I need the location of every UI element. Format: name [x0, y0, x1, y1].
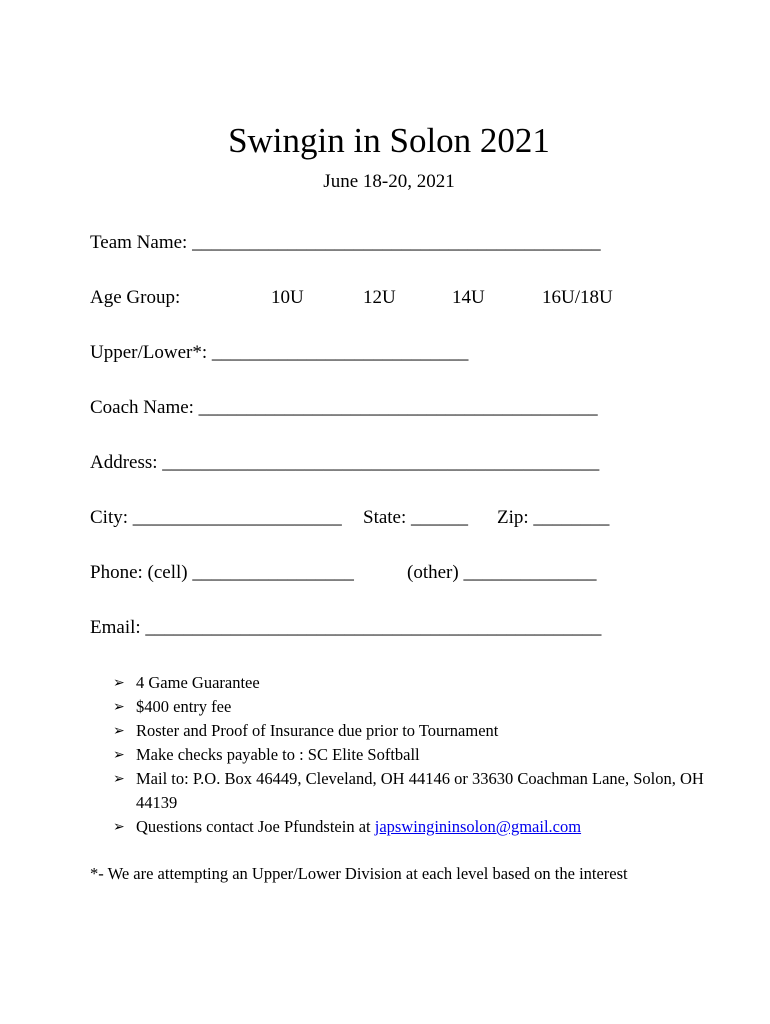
contact-email-link[interactable]: japswingininsolon@gmail.com	[374, 817, 582, 836]
bullet-text: Mail to: P.O. Box 46449, Cleveland, OH 44146 or 33630 Coachman Lane, Solon, OH 44139	[136, 769, 704, 812]
contact-text: Questions contact Joe Pfundstein at	[136, 817, 375, 836]
team-name-field[interactable]: Team Name: ___________________________________________	[90, 232, 601, 253]
tournament-dates: June 18-20, 2021	[323, 171, 455, 192]
address-field[interactable]: Address: ______________________________________________	[90, 452, 600, 473]
arrow-bullet-icon: ➢	[113, 675, 125, 691]
bullet-text: $400 entry fee	[136, 697, 232, 716]
list-item	[113, 815, 733, 839]
list-item	[113, 767, 733, 815]
age-group-option-16u-18u[interactable]: 16U/18U	[542, 287, 613, 308]
bullet-text: 4 Game Guarantee	[136, 673, 260, 692]
arrow-bullet-icon: ➢	[113, 819, 125, 835]
phone-cell-field[interactable]: Phone: (cell) _________________	[90, 562, 354, 583]
page-title: Swingin in Solon 2021	[228, 121, 550, 160]
list-item	[113, 671, 733, 695]
bullet-text: Make checks payable to : SC Elite Softball	[136, 745, 420, 764]
list-item	[113, 695, 733, 719]
city-field[interactable]: City: ______________________	[90, 507, 342, 528]
age-group-option-14u[interactable]: 14U	[452, 287, 485, 308]
age-group-option-12u[interactable]: 12U	[363, 287, 396, 308]
state-field[interactable]: State: ______	[363, 507, 469, 528]
email-field[interactable]: Email: ________________________________________________	[90, 617, 602, 638]
info-bullet-list	[113, 671, 733, 839]
upper-lower-field[interactable]: Upper/Lower*: ___________________________	[90, 342, 469, 363]
arrow-bullet-icon: ➢	[113, 747, 125, 763]
list-item	[113, 719, 733, 743]
coach-name-field[interactable]: Coach Name: __________________________________________	[90, 397, 598, 418]
arrow-bullet-icon: ➢	[113, 771, 125, 787]
bullet-text: Roster and Proof of Insurance due prior to Tournament	[136, 721, 499, 740]
footnote: *- We are attempting an Upper/Lower Division at each level based on the interest	[90, 864, 628, 883]
phone-other-field[interactable]: (other) ______________	[407, 562, 597, 583]
age-group-option-10u[interactable]: 10U	[271, 287, 304, 308]
list-item	[113, 743, 733, 767]
zip-field[interactable]: Zip: ________	[497, 507, 610, 528]
arrow-bullet-icon: ➢	[113, 699, 125, 715]
arrow-bullet-icon: ➢	[113, 723, 125, 739]
age-group-label: Age Group:	[90, 287, 181, 308]
